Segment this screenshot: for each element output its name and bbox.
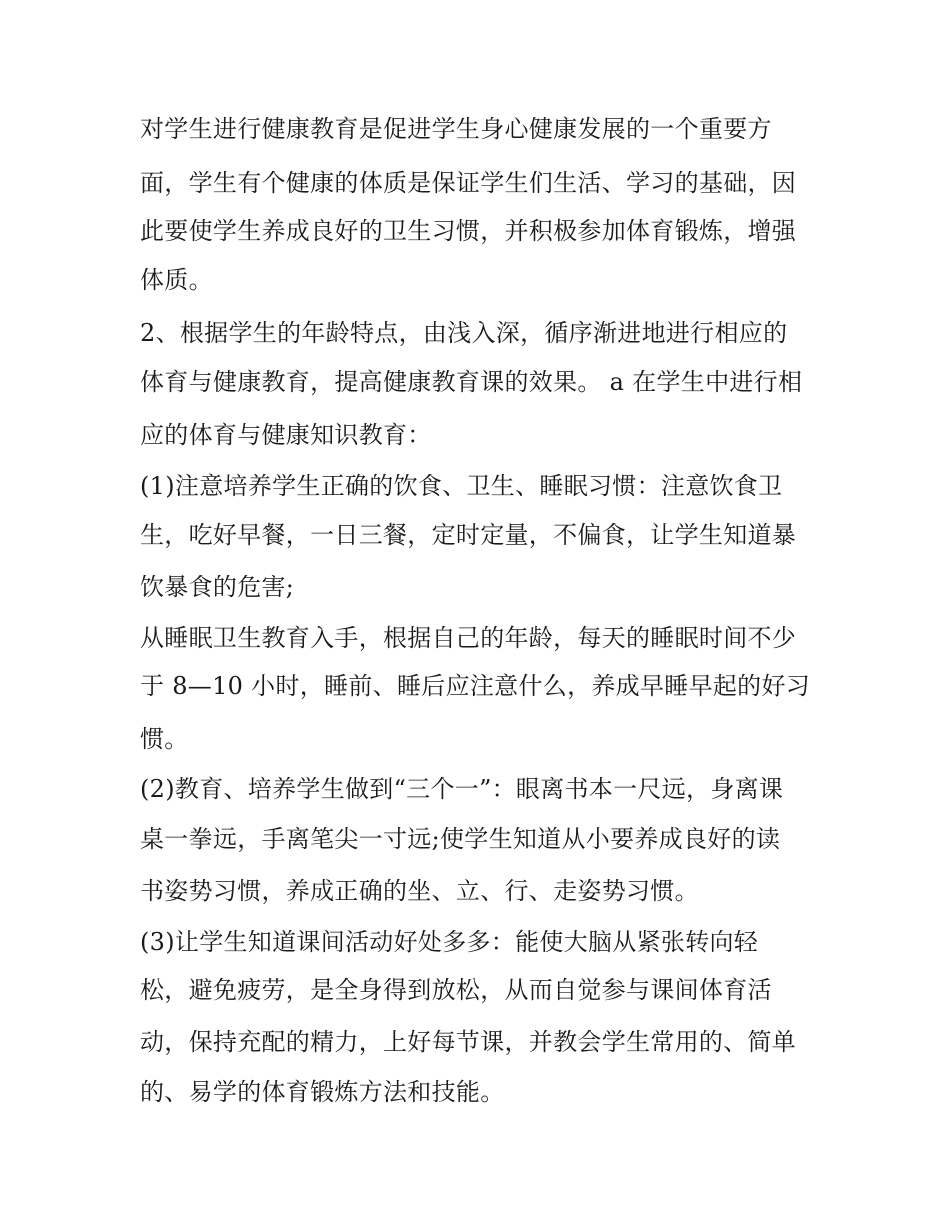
text-line: (2)教育、培养学生做到“三个一”：眼离书本一尺远，身离课 [140,775,784,803]
text-line: 此要使学生养成良好的卫生习惯，并积极参加体育锻炼，增强 [140,217,797,245]
text-line: 应的体育与健康知识教育： [140,421,432,449]
text-line: 饮暴食的危害; [140,573,295,601]
text-line: 松，避免疲劳，是全身得到放松，从而自觉参与课间体育活 [140,976,772,1004]
text-line: 体质。 [140,266,213,294]
text-line: 于 8—10 小时，睡前、睡后应注意什么，养成早睡早起的好习 [140,672,811,700]
text-line: 体育与健康教育，提高健康教育课的效果。 a 在学生中进行相 [140,368,803,396]
text-line: 的、易学的体育锻炼方法和技能。 [140,1078,505,1106]
text-line: 桌一拳远，手离笔尖一寸远;使学生知道从小要养成良好的读 [140,825,781,853]
text-line: 动，保持充配的精力，上好每节课，并教会学生常用的、简单 [140,1028,797,1056]
text-line: 书姿势习惯，养成正确的坐、立、行、走姿势习惯。 [140,877,699,905]
text-line: 惯。 [140,725,189,753]
text-line: (3)让学生知道课间活动好处多多：能使大脑从紧张转向轻 [140,928,759,956]
text-line: 生，吃好早餐，一日三餐，定时定量，不偏食，让学生知道暴 [140,521,797,549]
text-line: (1)注意培养学生正确的饮食、卫生、睡眠习惯：注意饮食卫 [140,472,783,500]
text-line: 从睡眠卫生教育入手，根据自己的年龄，每天的睡眠时间不少 [140,624,797,652]
text-line: 对学生进行健康教育是促进学生身心健康发展的一个重要方 [140,115,772,143]
text-line: 面，学生有个健康的体质是保证学生们生活、学习的基础，因 [140,169,797,197]
text-line: 2、根据学生的年龄特点，由浅入深，循序渐进地进行相应的 [140,319,788,347]
